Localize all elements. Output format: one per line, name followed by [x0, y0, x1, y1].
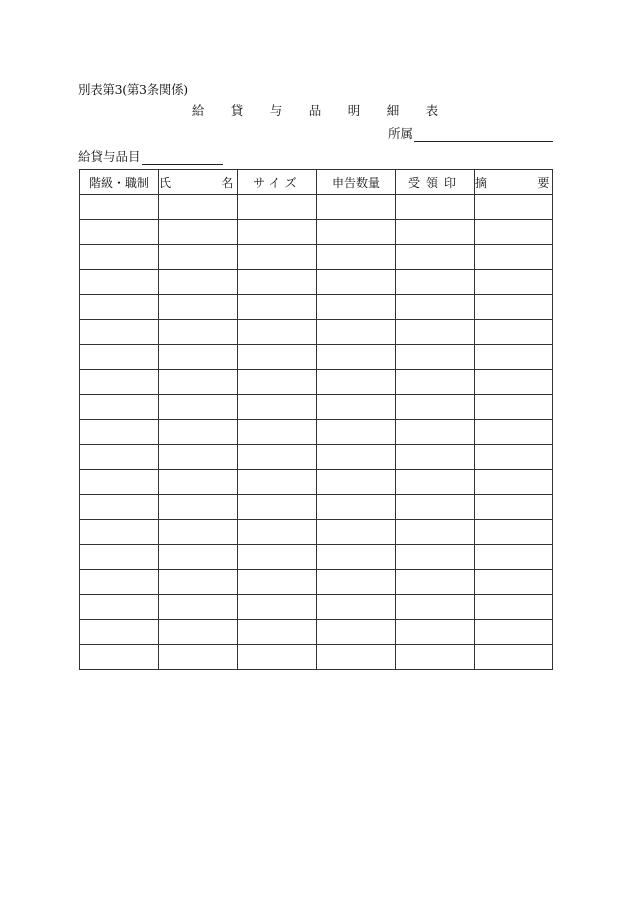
table-row [80, 295, 553, 320]
ledger-table [79, 169, 569, 670]
table-cell [80, 645, 159, 670]
table-row [80, 645, 553, 670]
table-cell [317, 595, 396, 620]
table-cell [396, 570, 475, 595]
table-cell [159, 395, 238, 420]
table-row [80, 620, 553, 645]
table-cell [80, 220, 159, 245]
col-header-receipt-seal: 受領印 [396, 170, 475, 195]
table-cell [159, 445, 238, 470]
table-cell [396, 520, 475, 545]
table-cell [317, 395, 396, 420]
table-row [80, 195, 553, 220]
table-cell [159, 620, 238, 645]
table-cell [475, 570, 553, 595]
table-row [80, 420, 553, 445]
table-row [80, 345, 553, 370]
table-cell [317, 245, 396, 270]
table-cell [475, 370, 553, 395]
table-cell [238, 620, 317, 645]
table-row [80, 520, 553, 545]
table-cell [238, 245, 317, 270]
table-cell [238, 595, 317, 620]
table-cell [159, 245, 238, 270]
table-cell [396, 545, 475, 570]
table-cell [238, 370, 317, 395]
table-cell [317, 220, 396, 245]
table-cell [475, 545, 553, 570]
table-cell [317, 320, 396, 345]
table-cell [238, 545, 317, 570]
table-cell [80, 495, 159, 520]
table-cell [475, 270, 553, 295]
table-cell [80, 345, 159, 370]
col-header-quantity: 申告数量 [317, 170, 396, 195]
item-label: 給貸与品目 [78, 149, 141, 164]
table-cell [475, 445, 553, 470]
table-cell [475, 220, 553, 245]
table-cell [475, 495, 553, 520]
table-cell [80, 545, 159, 570]
table-cell [396, 420, 475, 445]
table-cell [475, 645, 553, 670]
table-cell [317, 520, 396, 545]
table-cell [396, 220, 475, 245]
table-cell [159, 345, 238, 370]
table-cell [80, 245, 159, 270]
table-cell [396, 295, 475, 320]
affiliation-blank-line [414, 127, 553, 142]
table-row [80, 245, 553, 270]
table-cell [238, 495, 317, 520]
item-field [78, 147, 223, 165]
table-cell [317, 345, 396, 370]
col-header-remarks: 摘 要 [475, 170, 553, 195]
table-cell [80, 320, 159, 345]
table-cell [317, 470, 396, 495]
affiliation-field [388, 124, 553, 142]
table-cell [159, 420, 238, 445]
table-row [80, 270, 553, 295]
table-cell [475, 595, 553, 620]
table-row [80, 370, 553, 395]
table-cell [238, 220, 317, 245]
table-cell [159, 645, 238, 670]
table-cell [80, 470, 159, 495]
table-cell [475, 320, 553, 345]
table-cell [317, 570, 396, 595]
table-cell [475, 245, 553, 270]
table-cell [80, 370, 159, 395]
col-header-size: サイズ [238, 170, 317, 195]
table-cell [159, 570, 238, 595]
table-cell [475, 520, 553, 545]
table-cell [80, 270, 159, 295]
table-cell [238, 570, 317, 595]
table-cell [80, 620, 159, 645]
table-cell [80, 195, 159, 220]
table-cell [396, 395, 475, 420]
col-header-name: 氏 名 [159, 170, 238, 195]
table-cell [317, 420, 396, 445]
table-cell [238, 345, 317, 370]
table-header-row [80, 170, 553, 195]
table-cell [159, 495, 238, 520]
table-cell [475, 295, 553, 320]
table-cell [80, 570, 159, 595]
table-cell [80, 295, 159, 320]
table-cell [238, 295, 317, 320]
table-row [80, 395, 553, 420]
table-row [80, 545, 553, 570]
table-cell [159, 470, 238, 495]
table-cell [238, 445, 317, 470]
table-cell [238, 320, 317, 345]
table-cell [475, 195, 553, 220]
col-header-rank: 階級・職制 [80, 170, 159, 195]
table-cell [159, 545, 238, 570]
table-row [80, 470, 553, 495]
table-cell [159, 220, 238, 245]
table-cell [317, 620, 396, 645]
table-cell [80, 420, 159, 445]
table-cell [238, 195, 317, 220]
table-cell [396, 195, 475, 220]
table-cell [475, 420, 553, 445]
table-cell [396, 245, 475, 270]
table-cell [238, 395, 317, 420]
table-cell [159, 195, 238, 220]
table-cell [159, 320, 238, 345]
table-cell [396, 345, 475, 370]
table-row [80, 495, 553, 520]
table-body [80, 195, 553, 670]
affiliation-label: 所属 [388, 126, 414, 141]
table-cell [159, 370, 238, 395]
table-cell [317, 445, 396, 470]
table-cell [317, 370, 396, 395]
table-cell [159, 520, 238, 545]
table-cell [159, 270, 238, 295]
table-cell [317, 270, 396, 295]
table-cell [238, 270, 317, 295]
table-cell [317, 645, 396, 670]
table-cell [396, 470, 475, 495]
table-cell [238, 520, 317, 545]
table-cell [238, 470, 317, 495]
page-title: 給 貸 与 品 明 細 表 [191, 103, 450, 118]
table-cell [159, 595, 238, 620]
table-row [80, 445, 553, 470]
table-cell [80, 520, 159, 545]
table-cell [475, 345, 553, 370]
table-cell [80, 595, 159, 620]
table-cell [80, 395, 159, 420]
table-cell [475, 470, 553, 495]
table-cell [317, 295, 396, 320]
item-blank-line [142, 150, 223, 165]
table-cell [396, 620, 475, 645]
table-cell [396, 370, 475, 395]
table-cell [317, 545, 396, 570]
table-cell [238, 420, 317, 445]
table-cell [396, 595, 475, 620]
table-cell [238, 645, 317, 670]
table-cell [396, 645, 475, 670]
table-cell [396, 495, 475, 520]
table-cell [396, 270, 475, 295]
table-cell [80, 445, 159, 470]
form-reference: 別表第3(第3条関係) [78, 82, 188, 97]
table-cell [159, 295, 238, 320]
table-row [80, 595, 553, 620]
table-cell [475, 620, 553, 645]
table-row [80, 220, 553, 245]
table-cell [475, 395, 553, 420]
table-cell [396, 320, 475, 345]
table-cell [317, 195, 396, 220]
table-cell [396, 445, 475, 470]
table-row [80, 320, 553, 345]
table-cell [317, 495, 396, 520]
table-row [80, 570, 553, 595]
